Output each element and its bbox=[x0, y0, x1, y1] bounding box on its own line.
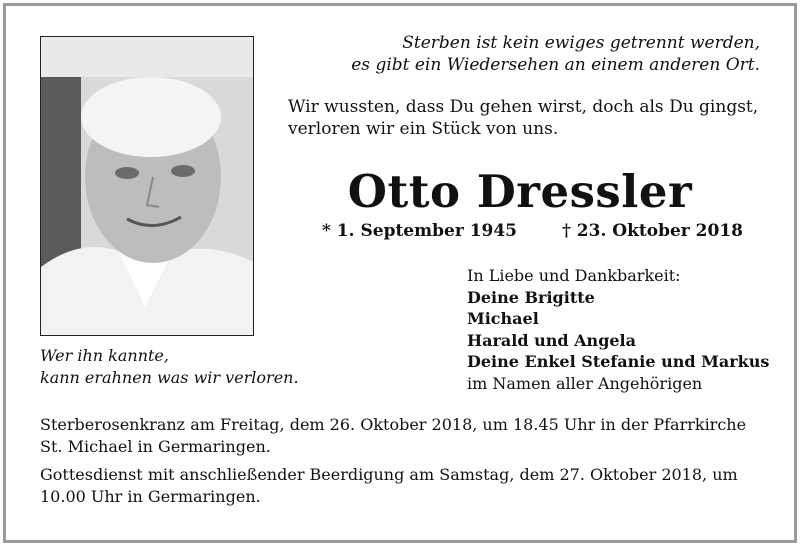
intro-line: verloren wir ein Stück von uns. bbox=[288, 119, 559, 139]
intro-text bbox=[288, 96, 768, 140]
rosary-line: Sterberosenkranz am Freitag, dem 26. Oktober 2018, um 18.45 Uhr in der Pfarrkirche bbox=[40, 415, 747, 434]
mourner-name: Deine Enkel Stefanie und Markus bbox=[467, 352, 770, 371]
death-date: † 23. Oktober 2018 bbox=[562, 221, 743, 241]
opening-quote bbox=[300, 32, 760, 76]
deceased-name: Otto Dressler bbox=[347, 165, 693, 218]
service-info bbox=[40, 414, 770, 514]
closing-quote bbox=[40, 345, 340, 389]
mourners-intro: In Liebe und Dankbarkeit: bbox=[467, 266, 681, 285]
portrait-image bbox=[41, 37, 253, 335]
rosary-line: St. Michael in Germaringen. bbox=[40, 437, 271, 456]
funeral-line: 10.00 Uhr in Germaringen. bbox=[40, 487, 261, 506]
mourner-name: Michael bbox=[467, 309, 539, 328]
intro-line: Wir wussten, dass Du gehen wirst, doch als Du gingst, bbox=[288, 97, 759, 117]
portrait-photo bbox=[40, 36, 254, 336]
opening-quote-line: es gibt ein Wiedersehen an einem anderen Ort. bbox=[351, 55, 760, 75]
funeral-info bbox=[40, 464, 770, 508]
mourner-name: Deine Brigitte bbox=[467, 287, 595, 307]
birth-date: * 1. September 1945 bbox=[322, 221, 518, 241]
mourners-block bbox=[467, 265, 787, 394]
rosary-info bbox=[40, 414, 770, 458]
opening-quote-line: Sterben ist kein ewiges getrennt werden, bbox=[402, 33, 760, 53]
closing-quote-line: kann erahnen was wir verloren. bbox=[40, 368, 299, 387]
mourner-name: Harald und Angela bbox=[467, 330, 636, 350]
closing-quote-line: Wer ihn kannte, bbox=[40, 346, 169, 365]
funeral-line: Gottesdienst mit anschließender Beerdigung am Samstag, dem 27. Oktober 2018, um bbox=[40, 465, 738, 484]
mourners-closing: im Namen aller Angehörigen bbox=[467, 373, 703, 393]
